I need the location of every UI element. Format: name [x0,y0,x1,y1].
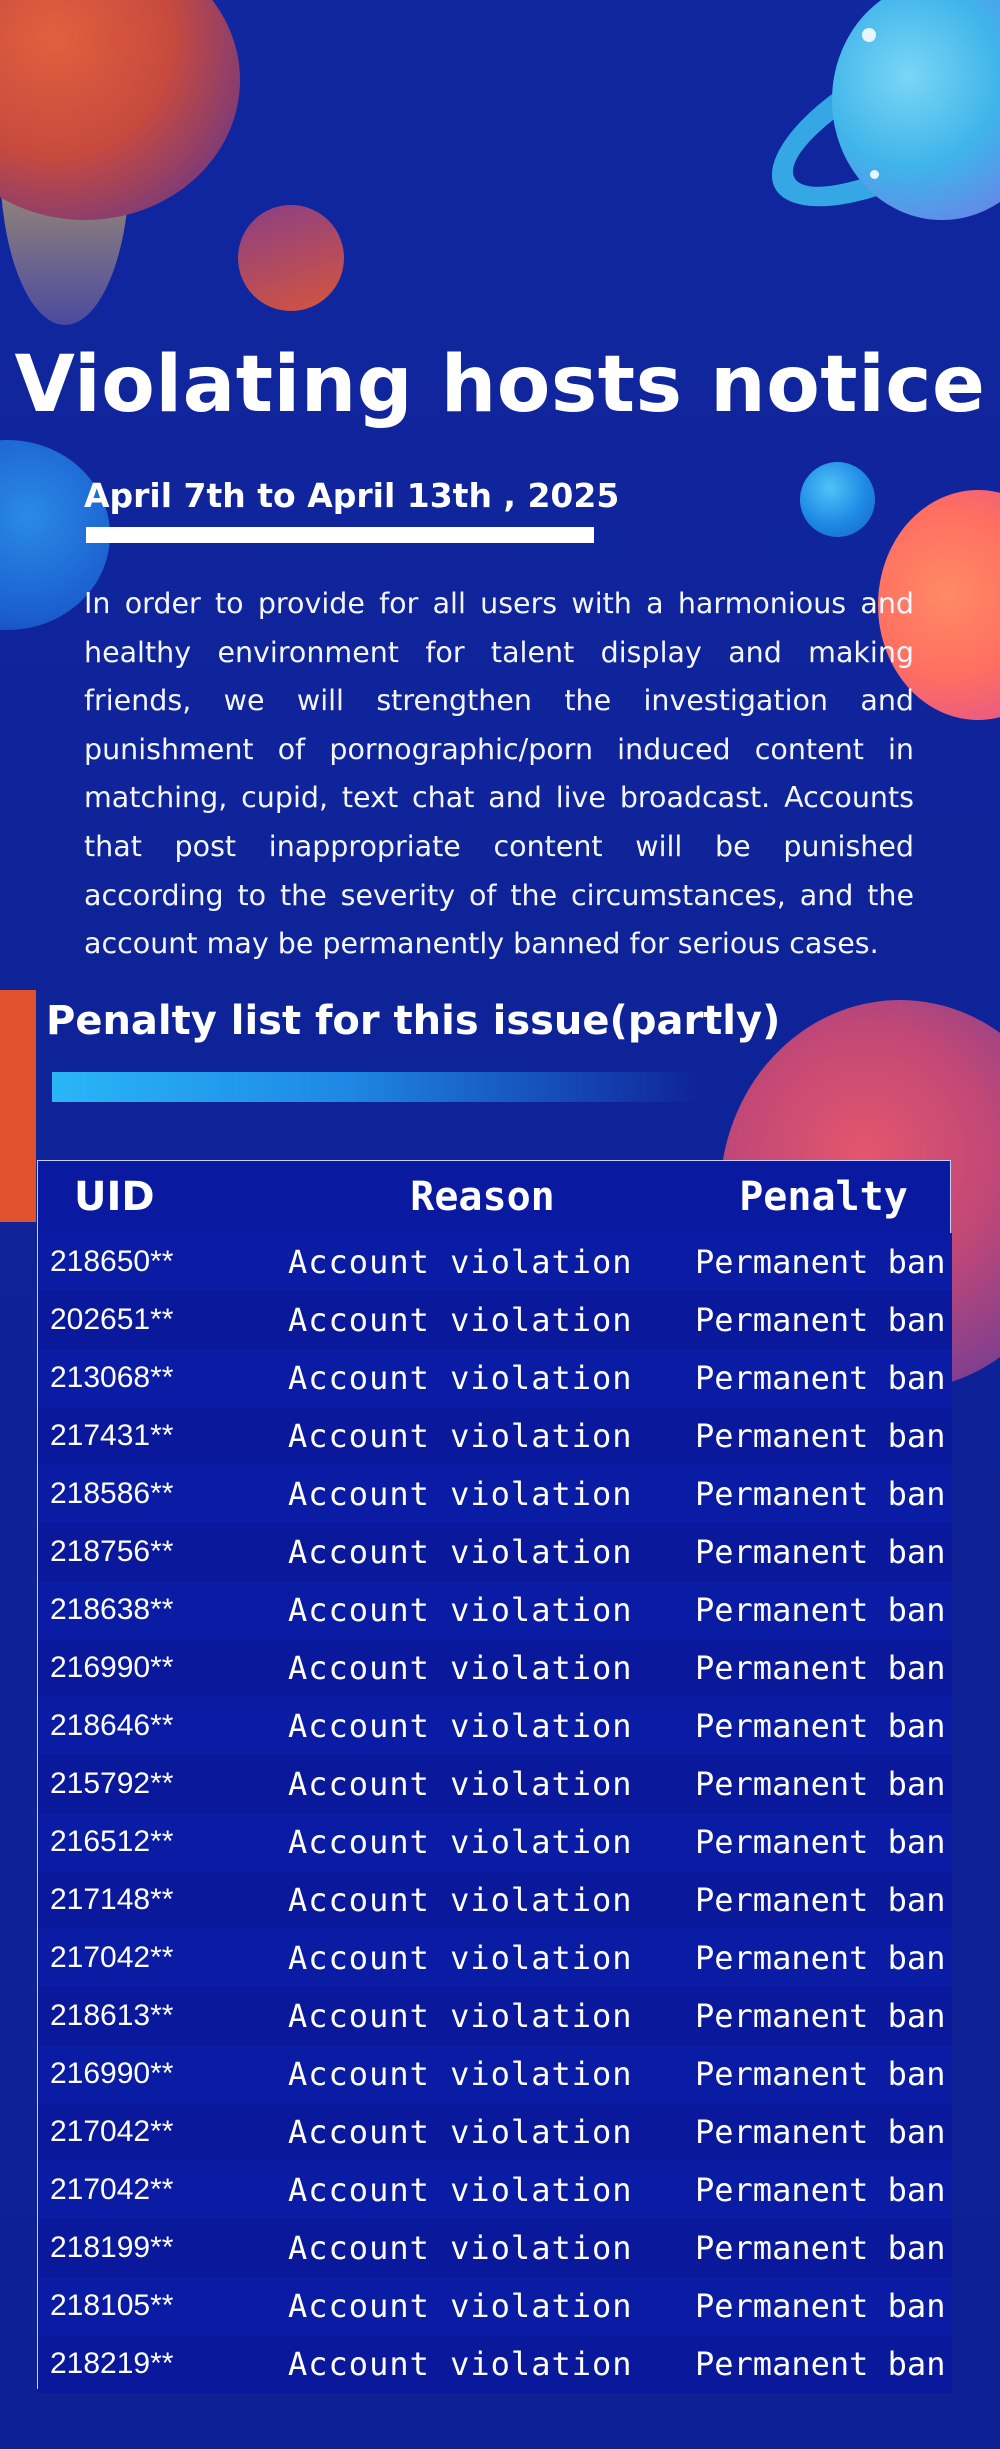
penalty-cell: Permanent ban [695,1871,952,1929]
intro-paragraph: In order to provide for all users with a harmonious and healthy environment for talent display and making friends, we will strengthen the investigation and punishment of pornographic/porn induced content in matching, cupid, text chat and live broadcast. Accounts that post inappropriate content will be punished according to the severity of the circumstances, and the account may be permanently banned for serious cases. [84,587,914,961]
reason-cell: Account violation [270,2335,695,2393]
reason-cell: Account violation [270,1523,695,1581]
penalty-cell: Permanent ban [695,1987,952,2045]
table-row [38,1929,952,1987]
uid-cell: 218586** [38,1465,270,1523]
reason-cell: Account violation [270,1233,695,1291]
planet-decoration-icon [0,0,240,220]
penalty-cell: Permanent ban [695,2045,952,2103]
penalty-cell: Permanent ban [695,2219,952,2277]
reason-cell: Account violation [270,1987,695,2045]
table-row [38,1523,952,1581]
table-row [38,1813,952,1871]
reason-cell: Account violation [270,1871,695,1929]
uid-cell: 213068** [38,1349,270,1407]
uid-cell: 216990** [38,2045,270,2103]
uid-cell: 218199** [38,2219,270,2277]
uid-cell: 218756** [38,1523,270,1581]
table-row [38,1697,952,1755]
reason-cell: Account violation [270,2161,695,2219]
table-row [38,2103,952,2161]
table-header-row [38,1161,952,1233]
section-title-bar [52,1072,702,1102]
uid-cell: 202651** [38,1291,270,1349]
column-header-penalty: Penalty [739,1174,908,1220]
penalty-cell: Permanent ban [695,1755,952,1813]
uid-cell: 215792** [38,1755,270,1813]
uid-cell: 218105** [38,2277,270,2335]
penalty-cell: Permanent ban [695,2161,952,2219]
table-row [38,1233,952,1291]
reason-cell: Account violation [270,1581,695,1639]
table-row [38,1871,952,1929]
uid-cell: 218613** [38,1987,270,2045]
penalty-cell: Permanent ban [695,1465,952,1523]
table-row [38,1291,952,1349]
uid-cell: 216990** [38,1639,270,1697]
uid-cell: 218650** [38,1233,270,1291]
star-dot-icon [870,170,879,179]
reason-cell: Account violation [270,1465,695,1523]
column-header-uid: UID [74,1174,155,1220]
uid-cell: 217148** [38,1871,270,1929]
uid-cell: 216512** [38,1813,270,1871]
penalty-cell: Permanent ban [695,1291,952,1349]
uid-cell: 217431** [38,1407,270,1465]
star-dot-icon [862,28,876,42]
table-row [38,1465,952,1523]
table-row [38,1639,952,1697]
section-title: Penalty list for this issue(partly) [46,998,781,1044]
penalty-cell: Permanent ban [695,1523,952,1581]
table-row [38,1349,952,1407]
penalty-cell: Permanent ban [695,1407,952,1465]
penalty-cell: Permanent ban [695,1349,952,1407]
table-row [38,1987,952,2045]
penalty-table [37,1160,951,2389]
date-range: April 7th to April 13th , 2025 [84,476,620,515]
reason-cell: Account violation [270,1929,695,1987]
table-row [38,2161,952,2219]
uid-cell: 217042** [38,1929,270,1987]
table-body [38,1233,952,2393]
penalty-cell: Permanent ban [695,1813,952,1871]
penalty-cell: Permanent ban [695,2277,952,2335]
table-row [38,1581,952,1639]
table-row [38,1407,952,1465]
uid-cell: 218219** [38,2335,270,2393]
reason-cell: Account violation [270,2277,695,2335]
uid-cell: 218646** [38,1697,270,1755]
table-row [38,1755,952,1813]
table-row [38,2045,952,2103]
reason-cell: Account violation [270,2219,695,2277]
penalty-cell: Permanent ban [695,1929,952,1987]
table-row [38,2219,952,2277]
date-underline [86,527,594,543]
reason-cell: Account violation [270,1639,695,1697]
uid-cell: 217042** [38,2103,270,2161]
mini-planet-decoration-icon [800,462,875,537]
column-header-reason: Reason [410,1174,555,1220]
penalty-table-grid [38,1161,952,2393]
penalty-cell: Permanent ban [695,2103,952,2161]
reason-cell: Account violation [270,1349,695,1407]
reason-cell: Account violation [270,1755,695,1813]
penalty-cell: Permanent ban [695,1233,952,1291]
reason-cell: Account violation [270,1813,695,1871]
reason-cell: Account violation [270,1291,695,1349]
reason-cell: Account violation [270,1407,695,1465]
penalty-cell: Permanent ban [695,2335,952,2393]
uid-cell: 218638** [38,1581,270,1639]
penalty-cell: Permanent ban [695,1581,952,1639]
table-row [38,2335,952,2393]
table-row [38,2277,952,2335]
reason-cell: Account violation [270,2045,695,2103]
page-title: Violating hosts notice [14,340,986,430]
penalty-cell: Permanent ban [695,1639,952,1697]
reason-cell: Account violation [270,1697,695,1755]
reason-cell: Account violation [270,2103,695,2161]
uid-cell: 217042** [38,2161,270,2219]
section-accent-bar [0,990,36,1222]
small-planet-decoration-icon [238,205,344,311]
penalty-cell: Permanent ban [695,1697,952,1755]
